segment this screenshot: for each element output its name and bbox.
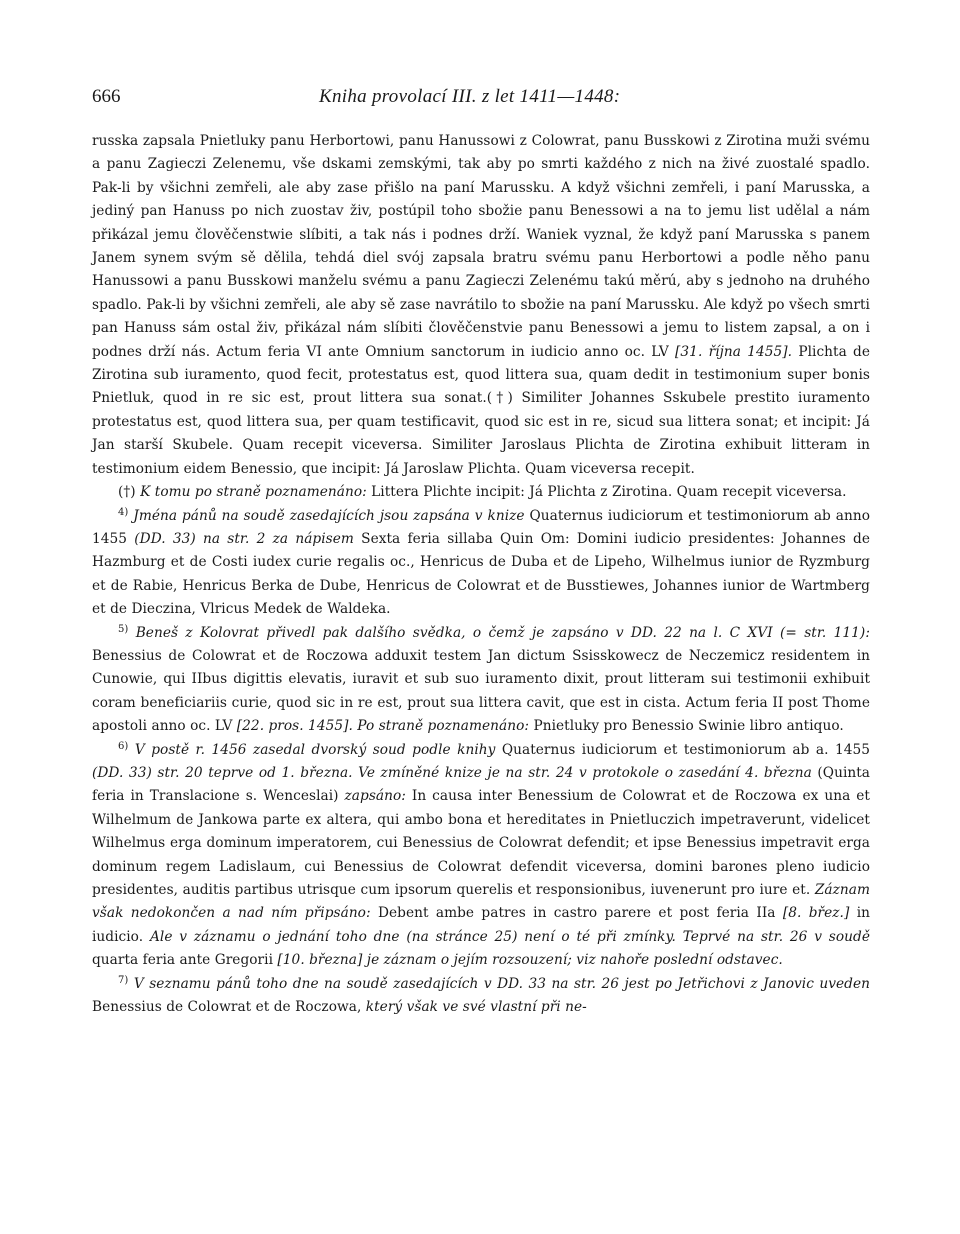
- footnote-italic: který však ve své vlastní při ne-: [365, 999, 587, 1016]
- footnote-italic: K tomu po straně poznamenáno:: [140, 484, 367, 501]
- main-paragraph: [92, 130, 870, 481]
- running-head: [92, 86, 870, 114]
- page-number: 666: [92, 86, 121, 107]
- body-text: [92, 130, 870, 1019]
- footnote-7: [92, 973, 870, 1020]
- footnote-marker: 4): [118, 506, 129, 518]
- footnote-italic: V postě r. 1456 zasedal dvorský soud podle knihy: [134, 741, 496, 758]
- footnote-text: Benessius de Colowrat et de Roczowa adduxit testem Jan dictum Ssisskowecz de Neczemicz residentem in Cunowie, qui IIbus digittis elevatis, iuravit et sub suo iuramento dixit, prout litteram sui testimonii exhibuit coram beneficiariis curie, quod sic in re est, prout sua littera cavit, que est in cista. Actum feria II post Thome apostoli anno oc. LV: [92, 647, 870, 735]
- footnote-dagger: [92, 481, 870, 504]
- footnote-italic: V seznamu pánů toho dne na soudě zasedajících v DD. 33 na str. 26 jest po Jetřichovi z Janovic uveden: [133, 975, 870, 992]
- footnote-italic: Ale v záznamu o jednání toho dne (na stránce 25) není o té při zmínky. Teprvé na str. 26 v soudě: [149, 928, 870, 945]
- footnote-text: Quaternus iudiciorum et testimoniorum ab a. 1455: [501, 741, 870, 758]
- footnote-italic: (DD. 33) na str. 2 za nápisem: [134, 530, 354, 547]
- footnote-text: Sexta feria sillaba Quin Om: Domini iudicio presidentes: Johannes de Hazmburg et de Costi iudex curie regalis oc., Henricus de Duba et de Lipeho, Wilhelmus iunior de Ryzmburg et de Rabie, Henricus Berka de Dube, Henricus de Colowrat et de Busstiewes, Johannes iunior de Wartmberg et de Dieczina, Vlricus Medek de Waldeka.: [92, 530, 870, 618]
- footnote-text: Littera Plichte incipit: Já Plichta z Zirotina. Quam recepit viceversa.: [371, 484, 847, 501]
- main-text: russka zapsala Pnietluky panu Herbortowi, panu Hanussowi z Colowrat, panu Busskowi z Zirotina muži svému a panu Zagieczi Zelenemu, vše dskami zemskými, tak aby po smrti každého z nich na živé zuostalé spadlo. Pak-li by všichni zemřeli, ale aby zase přišlo na paní Marussku. A když všichni zemřeli, i paní Marusska, a jediný pan Hanuss po nich zuostav živ, postúpil toho sbožie panu Benessowi a na to jemu list udělal a nám přikázal jemu člověčenstwie slíbiti, a tak nás i podnes drží. Waniek vyznal, že když paní Marusska s panem Janem synem svým sě dělila, tehdá diel svój zapsala bratru svému panu Herbortowi a podle něho panu Hanussowi a panu Busskowi manželu svému a panu Zagieczi Zelenému takú měrú, aby s jednoho na druhého spadlo. Pak-li by všichni zemřeli, ale aby sě zase navrátilo to sbožie na paní Marussku. Ale když po všech smrti pan Hanuss sám ostal živ, přikázal nám slíbiti člověčenstvie panu Benessowi a jemu to listem zapsal, a on i podnes drží nás. Actum feria VI ante Omnium sanctorum in iudicio anno oc. LV: [92, 133, 870, 360]
- footnote-italic: (DD. 33) str. 20 teprve od 1. března. Ve zmíněné knize je na str. 24 v protokole o zasedání 4. března: [92, 764, 812, 781]
- footnote-italic: [10. března] je záznam o jejím rozsouzení; viz nahoře poslední odstavec.: [277, 952, 783, 969]
- footnote-marker: (†): [118, 484, 136, 501]
- main-text-2: Plichta de Zirotina sub iuramento, quod fecit, protestatus est, quod littera sua, quam dedit in testimonium super bonis Pnietluk, quod in re sic est, prout littera sua sonat.(†) Similiter Johannes Sskubele prestito iuramento protestatus est, quod littera sua, per quam testificavit, quod sic est in re, sicud sua littera sonat; et incipit: Já Jan starší Skubele. Quam recepit viceversa. Similiter Jaroslaus Plichta de Zirotina exhibuit litteram in testimonium eidem Benessio, que incipit: Já Jaroslaw Plichta. Quam viceversa recepit.: [92, 343, 871, 477]
- footnote-text: Debent ambe patres in castro parere et post feria IIa: [377, 905, 776, 922]
- footnote-text: Benessius de Colowrat et de Roczowa,: [92, 999, 362, 1016]
- footnote-italic: zapsáno:: [344, 788, 406, 805]
- running-title: Kniha provolací III. z let 1411—1448:: [319, 86, 621, 107]
- footnote-text: Quaternus iudiciorum et testimoniorum ab anno 1455: [92, 507, 871, 547]
- footnote-text: in iudicio.: [92, 905, 870, 945]
- footnote-date: [22. pros. 1455].: [236, 718, 353, 735]
- footnote-marker: 7): [118, 974, 129, 986]
- footnote-5: [92, 622, 870, 739]
- footnote-italic: Záznam však nedokončen a nad ním připsáno:: [92, 882, 870, 922]
- footnote-marker: 6): [118, 740, 129, 752]
- footnote-italic: Jména pánů na soudě zasedajících jsou zapsána v knize: [133, 507, 525, 524]
- footnote-italic: Beneš z Kolovrat přivedl pak dalšího svědka, o čemž je zapsáno v DD. 22 na l. C XVI (= str. 111):: [135, 624, 870, 641]
- footnote-4: [92, 505, 870, 622]
- footnote-marker: 5): [118, 623, 129, 635]
- footnote-text: Pnietluky pro Benessio Swinie libro antiquo.: [533, 718, 844, 735]
- main-date: [31. října 1455].: [675, 343, 793, 360]
- footnote-text: In causa inter Benessium de Colowrat et de Roczowa ex una et Wilhelmum de Jankowa parte ex altera, qui ambo bona et hereditates in Pnietluczich impetraverunt, videlicet Wilhelmus erga dominum imperatorem, cui Benessius de Colowrat defendit; et ipse Benessius impetravit erga dominum regem Ladislaum, cui Benessius de Colowrat defendit viceversa, domini barones pleno iudicio presidentes, auditis partibus utrisque cum ipsorum querelis et responsionibus, iuvenerunt pro iure et.: [92, 788, 870, 898]
- footnote-text: (Quinta feria in Translacione s. Wenceslai): [92, 764, 871, 805]
- footnote-italic: Po straně poznamenáno:: [357, 718, 530, 735]
- footnote-6: [92, 739, 870, 973]
- footnote-text: quarta feria ante Gregorii: [92, 952, 273, 969]
- footnote-date: [8. břez.]: [782, 905, 850, 922]
